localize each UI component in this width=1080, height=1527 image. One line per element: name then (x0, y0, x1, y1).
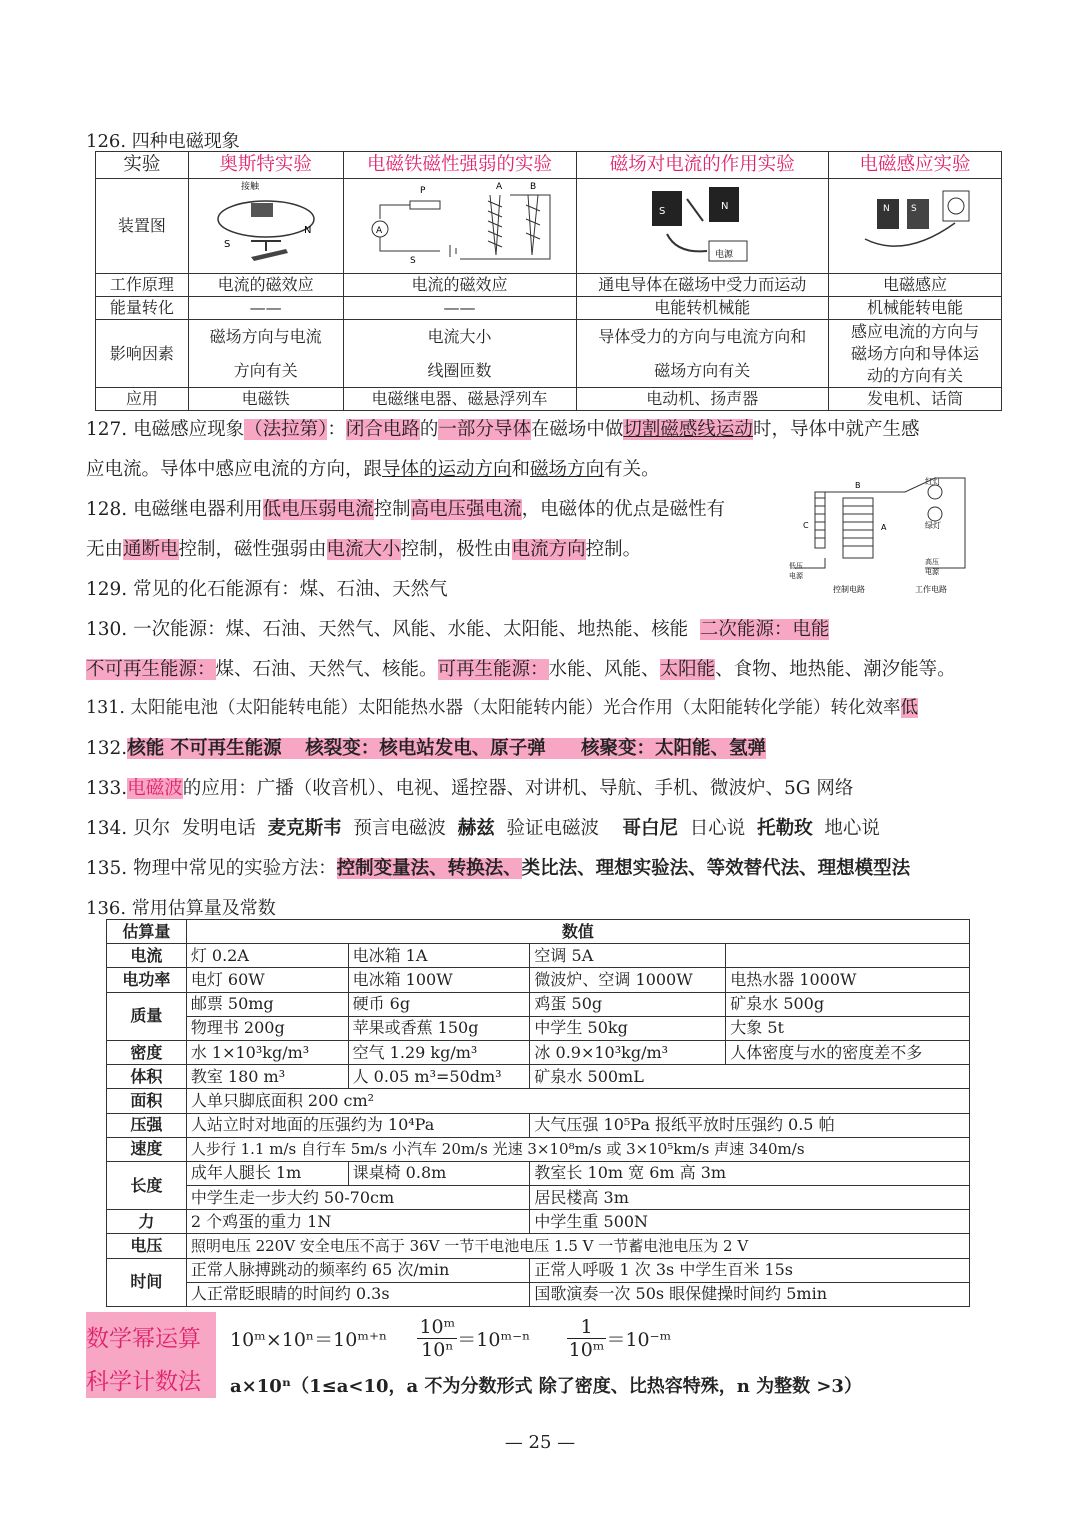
header-quantity: 估算量 (107, 920, 187, 944)
energy-oersted: —— (188, 297, 343, 320)
row-mass-2: 物理书 200g 苹果或香蕉 150g 中学生 50kg 大象 5t (107, 1016, 970, 1040)
row-label-device: 装置图 (96, 179, 189, 274)
row-area: 面积 人单只脚底面积 200 cm² (107, 1089, 970, 1113)
row-label-factors: 影响因素 (96, 320, 189, 388)
section-128-line1: 128. 电磁继电器利用低电压弱电流控制高电压强电流，电磁体的优点是磁性有 (86, 499, 726, 520)
negative-exponent-rule: $\frac{1}{\text{10ᵐ}}$ (568, 1316, 605, 1361)
svg-text:接触: 接触 (240, 182, 259, 192)
row-current: 电流 灯 0.2A 电冰箱 1A 空调 5A (107, 944, 970, 968)
section-127-line1: 127. 电磁感应现象（法拉第）：闭合电路的一部分导体在磁场中做切割磁感线运动时，导体中就产生感 (86, 419, 920, 440)
apply-electromagnet: 电磁继电器、磁悬浮列车 (343, 388, 576, 411)
svg-text:高压: 高压 (925, 558, 939, 566)
page-number: — 25 — (504, 1432, 576, 1453)
svg-text:工作电路: 工作电路 (915, 585, 947, 594)
header-force-on-current: 磁场对电流的作用实验 (576, 152, 829, 179)
section-130-line2: 不可再生能源：煤、石油、天然气、核能。可再生能源：水能、风能、太阳能、食物、地热能、潮汐能等。 (86, 659, 956, 680)
section-135: 135. 物理中常见的实验方法：控制变量法、转换法、类比法、理想实验法、等效替代法、理想模型法 (86, 858, 911, 879)
energy-electromagnet: —— (343, 297, 576, 320)
relay-circuit-figure (785, 468, 980, 598)
factors-electromagnet: 电流大小 线圈匝数 (343, 320, 576, 388)
header-electromagnet: 电磁铁磁性强弱的实验 (343, 152, 576, 179)
quotient-rule: $\frac{\text{10ᵐ}}{\text{10ⁿ}}$ (419, 1316, 456, 1361)
row-power: 电功率 电灯 60W 电冰箱 100W 微波炉、空调 1000W 电热水器 1000W (107, 968, 970, 992)
svg-text:B: B (855, 481, 861, 490)
electromagnet-figure (343, 179, 576, 274)
row-label-energy: 能量转化 (96, 297, 189, 320)
factors-motor: 导体受力的方向与电流方向和 磁场方向有关 (576, 320, 829, 388)
svg-text:S: S (659, 206, 666, 217)
row-force: 力 2 个鸡蛋的重力 1N 中学生重 500N (107, 1210, 970, 1234)
svg-text:A: A (881, 523, 887, 532)
svg-text:A: A (375, 226, 382, 236)
estimates-table (106, 919, 970, 1307)
row-label-application: 应用 (96, 388, 189, 411)
svg-text:S: S (409, 256, 416, 266)
svg-text:C: C (803, 521, 809, 530)
svg-text:A: A (495, 182, 502, 192)
svg-text:控制电路: 控制电路 (833, 585, 865, 594)
section-126-title: 126. 四种电磁现象 (86, 131, 240, 152)
header-value: 数值 (186, 920, 969, 944)
row-time-1: 时间 正常人脉搏跳动的频率约 65 次/min 正常人呼吸 1 次 3s 中学生百米 15s (107, 1258, 970, 1282)
section-130-line1: 130. 一次能源：煤、石油、天然气、风能、水能、太阳能、地热能、核能 二次能源：电能 (86, 619, 830, 640)
principle-induction: 电磁感应 (829, 274, 1002, 297)
header-oersted: 奥斯特实验 (188, 152, 343, 179)
svg-text:电源: 电源 (789, 572, 803, 580)
row-length-2: 中学生走一步大约 50-70cm 居民楼高 3m (107, 1186, 970, 1210)
apply-induction: 发电机、话筒 (829, 388, 1002, 411)
product-rule: 10ᵐ×10ⁿ＝10ᵐ⁺ⁿ (230, 1329, 388, 1351)
principle-motor: 通电导体在磁场中受力而运动 (576, 274, 829, 297)
induction-figure (829, 179, 1002, 274)
section-127-line2: 应电流。导体中感应电流的方向，跟导体的运动方向和磁场方向有关。 (86, 459, 660, 480)
section-134: 134. 贝尔 发明电话 麦克斯韦 预言电磁波 赫兹 验证电磁波 哥白尼 日心说 托勒玫 地心说 (86, 818, 880, 839)
section-128-line2: 无由通断电控制，磁性强弱由电流大小控制，极性由电流方向控制。 (86, 539, 642, 560)
svg-text:P: P (419, 186, 425, 196)
row-label-principle: 工作原理 (96, 274, 189, 297)
header-experiment: 实验 (96, 152, 189, 179)
section-131: 131. 太阳能电池（太阳能转电能）太阳能热水器（太阳能转内能）光合作用（太阳能转化学能）转化效率低 (86, 698, 919, 718)
electromagnetic-phenomena-table (95, 151, 1002, 411)
row-volume: 体积 教室 180 m³ 人 0.05 m³=50dm³ 矿泉水 500mL (107, 1065, 970, 1089)
svg-text:N: N (721, 201, 729, 212)
apply-motor: 电动机、扬声器 (576, 388, 829, 411)
svg-text:绿灯: 绿灯 (925, 521, 941, 530)
scientific-notation-rule: a×10ⁿ（1≤a<10，a 不为分数形式 除了密度、比热容特殊，n 为整数 >3） (230, 1376, 862, 1397)
section-136-title: 136. 常用估算量及常数 (86, 898, 276, 919)
row-pressure: 压强 人站立时对地面的压强约为 10⁴Pa 大气压强 10⁵Pa 报纸平放时压强约 0.5 帕 (107, 1113, 970, 1137)
section-129: 129. 常见的化石能源有：煤、石油、天然气 (86, 579, 448, 600)
row-speed: 速度 人步行 1.1 m/s 自行车 5m/s 小汽车 20m/s 光速 3×10⁸m/s 或 3×10⁵km/s 声速 340m/s (107, 1137, 970, 1161)
svg-text:N: N (303, 225, 312, 236)
svg-text:S: S (911, 204, 917, 214)
svg-text:红灯: 红灯 (925, 477, 941, 486)
row-mass-1: 质量 邮票 50mg 硬币 6g 鸡蛋 50g 矿泉水 500g (107, 992, 970, 1016)
energy-induction: 机械能转电能 (829, 297, 1002, 320)
row-density: 密度 水 1×10³kg/m³ 空气 1.29 kg/m³ 冰 0.9×10³kg/m³ 人体密度与水的密度差不多 (107, 1040, 970, 1064)
factors-oersted: 磁场方向与电流 方向有关 (188, 320, 343, 388)
oersted-figure (188, 179, 343, 274)
power-rules-label: 数学幂运算 (86, 1326, 201, 1352)
header-induction: 电磁感应实验 (829, 152, 1002, 179)
svg-text:电源: 电源 (715, 250, 734, 260)
math-label-box (86, 1312, 216, 1398)
energy-motor: 电能转机械能 (576, 297, 829, 320)
svg-text:S: S (223, 239, 231, 250)
row-time-2: 人正常眨眼睛的时间约 0.3s 国歌演奏一次 50s 眼保健操时间约 5min (107, 1282, 970, 1306)
svg-text:低压: 低压 (789, 562, 803, 570)
row-length-1: 长度 成年人腿长 1m 课桌椅 0.8m 教室长 10m 宽 6m 高 3m (107, 1161, 970, 1185)
factors-induction: 感应电流的方向与 磁场方向和导体运 动的方向有关 (829, 320, 1002, 388)
principle-electromagnet: 电流的磁效应 (343, 274, 576, 297)
svg-text:N: N (883, 204, 890, 214)
scientific-notation-label: 科学计数法 (86, 1369, 201, 1395)
row-voltage: 电压 照明电压 220V 安全电压不高于 36V 一节干电池电压 1.5 V 一节蓄电池电压为 2 V (107, 1234, 970, 1258)
svg-text:B: B (529, 182, 536, 192)
section-133: 133.电磁波的应用：广播（收音机）、电视、遥控器、对讲机、导航、手机、微波炉、5G 网络 (86, 778, 854, 799)
apply-oersted: 电磁铁 (188, 388, 343, 411)
power-rules: 10ᵐ×10ⁿ＝10ᵐ⁺ⁿ $\frac{\text{10ᵐ}}{\text{10ⁿ}}$ ＝10ᵐ⁻ⁿ $\frac{1}{\text{10ᵐ}}$ ＝10⁻ᵐ (230, 1316, 672, 1361)
principle-oersted: 电流的磁效应 (188, 274, 343, 297)
section-132: 132.核能 不可再生能源 核裂变：核电站发电、原子弹 核聚变：太阳能、氢弹 (86, 738, 767, 759)
svg-text:电源: 电源 (925, 568, 939, 576)
motor-figure (576, 179, 829, 274)
